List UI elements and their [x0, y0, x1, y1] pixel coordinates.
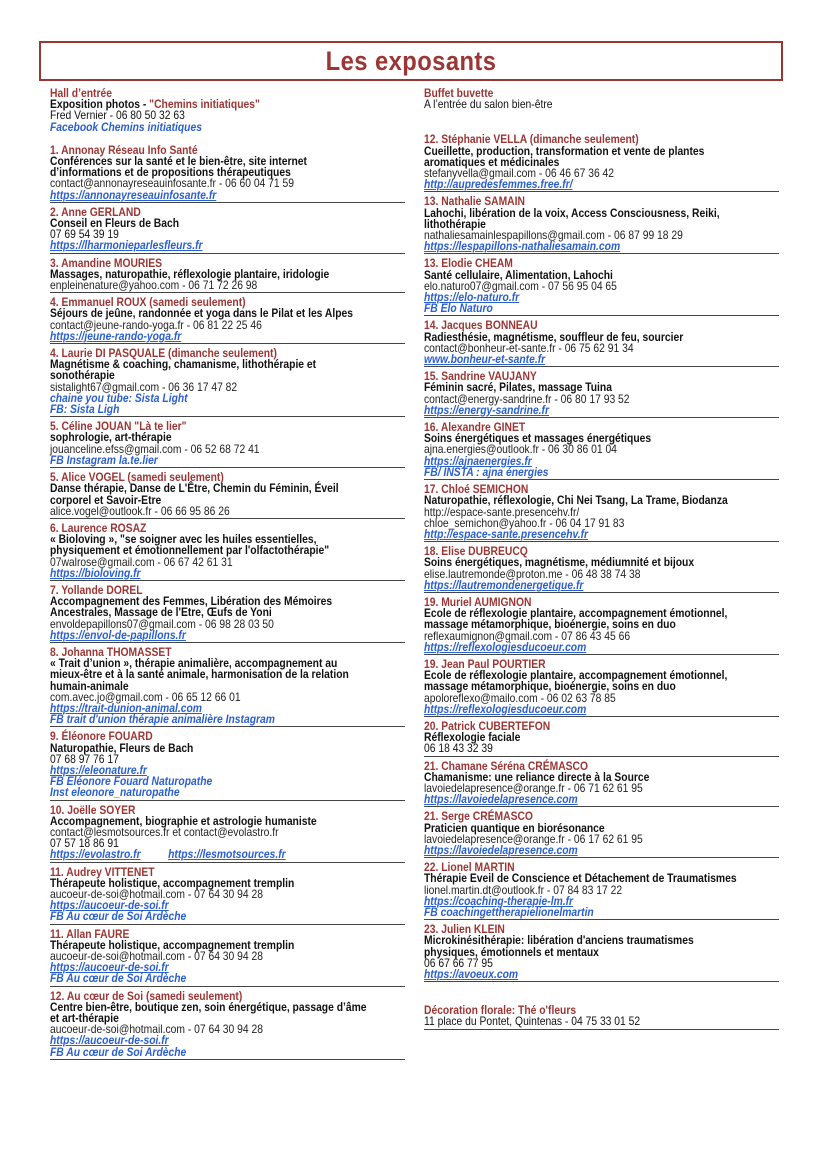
page-title: Les exposants: [325, 45, 497, 76]
website-link[interactable]: https://lavoiedelapresence.com: [424, 842, 578, 857]
exhibitor-name: 10. Joëlle SOYER: [50, 802, 136, 817]
exhibitor-name: 11. Audrey VITTENET: [50, 864, 155, 879]
exhibitor-entry: [424, 811, 779, 858]
exhibitor-name: 17. Chloé SEMICHON: [424, 482, 529, 497]
exhibitor-entry: [424, 258, 779, 316]
social-link[interactable]: chaine you tube: Sista Light: [50, 390, 188, 405]
website-link[interactable]: https://aucoeur-de-soi.fr: [50, 1033, 169, 1048]
exhibitor-description: Thérapie Eveil de Conscience et Détachement de Traumatismes: [424, 871, 737, 886]
info-line: A l’entrée du salon bien-être: [424, 97, 553, 112]
contact-line: aucoeur-de-soi@hotmail.com - 07 64 30 94 28: [50, 949, 263, 964]
exhibitor-description: d’informations et de propositions thérapeutiques: [50, 165, 291, 180]
contact-line: jouanceline.efss@gmail.com - 06 52 68 72 41: [50, 441, 260, 456]
website-link[interactable]: https://reflexologiesducoeur.com: [424, 639, 587, 654]
exhibitor-entry: [50, 348, 405, 417]
exhibitor-entry: [50, 472, 405, 519]
contact-line: elo.naturo07@gmail.com - 07 56 95 04 65: [424, 278, 617, 293]
contact-line: contact@lesmotsources.fr et contact@evolastro.fr: [50, 824, 279, 839]
exhibitor-description: Centre bien-être, boutique zen, soin énergétique, passage d’âme: [50, 999, 367, 1014]
exhibitor-name: 20. Patrick CUBERTEFON: [424, 718, 551, 733]
website-link[interactable]: https://lautremondenergetique.fr: [424, 577, 584, 592]
exhibitor-description: « Trait d’union », thérapie animalière, accompagnement au: [50, 656, 338, 671]
exhibitor-description: physiquement et émotionnellement par l'olfactothérapie": [50, 543, 330, 558]
exhibitor-entry: [424, 484, 779, 542]
exhibitor-entry: [424, 196, 779, 254]
exhibitor-entry: [424, 134, 779, 192]
exhibitor-description: Ecole de réflexologie plantaire, accompagnement émotionnel,: [424, 606, 728, 621]
exhibitor-entry: [50, 421, 405, 468]
exhibitor-entry: [50, 988, 405, 1060]
exhibitor-entry: [424, 924, 779, 982]
social-link[interactable]: FB Elo Naturo: [424, 301, 493, 316]
contact-line: elise.lautremonde@proton.me - 06 48 38 74 38: [424, 566, 641, 581]
exhibitor-description: et art-thérapie: [50, 1011, 119, 1026]
contact-line: envoldepapillons07@gmail.com - 06 98 28 03 50: [50, 616, 274, 631]
exhibitor-name: 23. Julien KLEIN: [424, 922, 505, 937]
website-link[interactable]: https://envol-de-papillons.fr: [50, 627, 186, 642]
exhibitor-name: 8. Johanna THOMASSET: [50, 644, 172, 659]
social-link[interactable]: FB/ INSTA : ajna énergies: [424, 464, 549, 479]
exhibitor-name: 11. Allan FAURE: [50, 926, 130, 941]
website-link[interactable]: https://jeune-rando-yoga.fr: [50, 328, 182, 343]
exhibitor-name: 12. Au cœur de Soi (samedi seulement): [50, 988, 243, 1003]
exhibitor-description: Cueillette, production, transformation et vente de plantes: [424, 143, 705, 158]
exhibitor-description: massage métamorphique, bioénergie, soins en duo: [424, 617, 676, 632]
social-link[interactable]: FB Eléonore Fouard Naturopathe: [50, 774, 213, 789]
website-link[interactable]: https://energy-sandrine.fr: [424, 402, 550, 417]
exhibitor-name: 4. Emmanuel ROUX (samedi seulement): [50, 295, 246, 310]
exhibitor-name: 15. Sandrine VAUJANY: [424, 369, 537, 384]
exhibition-title: "Chemins initiatiques": [149, 97, 260, 112]
contact-line: lionel.martin.dt@outlook.fr - 07 84 83 17 22: [424, 882, 623, 897]
exhibitor-description: Accompagnement, biographie et astrologie humaniste: [50, 813, 317, 828]
contact-line: aucoeur-de-soi@hotmail.com - 07 64 30 94 28: [50, 887, 263, 901]
exhibitor-entry: [50, 926, 405, 987]
info-line: Fred Vernier - 06 80 50 32 63: [50, 108, 185, 123]
social-link[interactable]: FB: Sista Ligh: [50, 402, 120, 417]
exhibitor-description: massage métamorphique, bioénergie, soins en duo: [424, 679, 676, 694]
exhibitor-description: Radiesthésie, magnétisme, souffleur de feu, sourcier: [424, 329, 684, 344]
exhibitor-description: Thérapeute holistique, accompagnement tremplin: [50, 875, 295, 890]
website-link[interactable]: https://lavoiedelapresence.com: [424, 792, 578, 807]
exhibitor-description: Ancestrales, Massage de l'Etre, Œufs de Yoni: [50, 605, 272, 620]
exhibitor-name: 18. Elise DUBREUCQ: [424, 544, 528, 559]
website-link[interactable]: https://reflexologiesducoeur.com: [424, 701, 587, 716]
exhibitor-name: 6. Laurence ROSAZ: [50, 520, 147, 535]
exhibitor-description: Santé cellulaire, Alimentation, Lahochi: [424, 267, 613, 282]
exhibitor-description: physiques, émotionnels et mentaux: [424, 944, 599, 959]
exhibitor-description: aromatiques et médicinales: [424, 154, 560, 169]
website-link[interactable]: https://evolastro.fr https://lesmotsources.fr: [50, 847, 286, 862]
exhibitor-entry: [424, 546, 779, 593]
exhibitor-entry: [424, 422, 779, 480]
contact-line: stefanyvella@gmail.com - 06 46 67 36 42: [424, 166, 615, 181]
exhibitor-entry: [424, 758, 779, 808]
exhibitor-entry: [424, 718, 779, 757]
website-link[interactable]: https://coaching-therapie-lm.fr: [424, 893, 574, 908]
exhibitor-name: 9. Éléonore FOUARD: [50, 729, 153, 744]
website-link[interactable]: www.bonheur-et-sante.fr: [424, 352, 546, 367]
contact-line: http://espace-sante.presencehv.fr/: [424, 504, 580, 519]
exhibitor-description: Conseil en Fleurs de Bach: [50, 216, 180, 231]
exhibitor-entry: [424, 371, 779, 418]
website-link[interactable]: https://trait-dunion-animal.com: [50, 700, 202, 715]
exhibitor-name: Hall d’entrée: [50, 86, 112, 100]
exhibitor-description: Chamanisme: une reliance directe à la Source: [424, 769, 650, 784]
exhibitor-description: Soins énergétiques, magnétisme, médiumnité et bijoux: [424, 555, 695, 570]
exhibitor-name: 5. Céline JOUAN "Là te lier": [50, 419, 187, 434]
exhibitor-name: 19. Jean Paul POURTIER: [424, 656, 546, 671]
exhibitor-description: Lahochi, libération de la voix, Access Consciousness, Reiki,: [424, 205, 720, 220]
social-link[interactable]: FB trait d'union thérapie animalière Instagram: [50, 712, 275, 727]
exhibitor-name: 2. Anne GERLAND: [50, 204, 141, 219]
exhibitor-name: Buffet buvette: [424, 86, 494, 100]
exhibitor-entry: [424, 862, 779, 920]
exhibitor-description: Réflexologie faciale: [424, 730, 521, 745]
contact-line: sistalight67@gmail.com - 06 36 17 47 82: [50, 379, 238, 394]
info-line: 07 68 97 76 17: [50, 751, 119, 766]
title-box: [39, 41, 783, 81]
exhibitor-name: 16. Alexandre GINET: [424, 420, 526, 435]
exhibitor-entry: [50, 731, 405, 800]
exhibitor-entry: [50, 297, 405, 344]
social-link[interactable]: FB Au cœur de Soi Ardèche: [50, 1044, 187, 1059]
social-link[interactable]: FB Au cœur de Soi Ardèche: [50, 909, 187, 924]
website-link[interactable]: http://aupredesfemmes.free.fr/: [424, 177, 573, 192]
website-link[interactable]: https://bioloving.fr: [50, 565, 141, 580]
website-link[interactable]: https://aucoeur-de-soi.fr: [50, 898, 169, 913]
exhibitor-entry: [50, 142, 405, 203]
contact-line: lavoiedelapresence@orange.fr - 06 71 62 61 95: [424, 780, 643, 795]
exhibitor-description: humain-animale: [50, 678, 129, 693]
contact-line: contact@annonayreseauinfosante.fr - 06 60 04 71 59: [50, 176, 294, 191]
exhibitor-entry: [50, 204, 405, 254]
contact-line: lavoiedelapresence@orange.fr - 06 17 62 61 95: [424, 831, 643, 846]
social-link[interactable]: Inst eleonore_naturopathe: [50, 785, 180, 800]
exhibitor-name: 14. Jacques BONNEAU: [424, 318, 538, 333]
exhibitor-entry: [424, 656, 779, 717]
exhibitor-description: Massages, naturopathie, réflexologie plantaire, iridologie: [50, 266, 330, 281]
social-link[interactable]: FB Au cœur de Soi Ardèche: [50, 971, 187, 986]
exhibitor-description: Thérapeute holistique, accompagnement tremplin: [50, 937, 295, 952]
contact-line: contact@bonheur-et-sante.fr - 06 75 62 91 34: [424, 340, 634, 355]
exhibitor-entry: [424, 320, 779, 367]
website-link[interactable]: http://espace-sante.presencehv.fr: [424, 526, 589, 541]
exhibitor-description: Magnétisme & coaching, chamanisme, lithothérapie et: [50, 357, 317, 372]
exhibitor-entry: [50, 644, 405, 727]
exhibitor-description: sophrologie, art-thérapie: [50, 430, 172, 445]
exhibitor-entry: [50, 255, 405, 294]
contact-line: apoloreflexo@mailo.com - 06 02 63 78 85: [424, 690, 616, 705]
exhibitor-entry: [424, 594, 779, 655]
exhibitor-description: mieux-être et à la santé animale, harmonisation de la relation: [50, 667, 349, 682]
website-link[interactable]: https://avoeux.com: [424, 967, 519, 982]
contact-line: alice.vogel@outlook.fr - 06 66 95 86 26: [50, 503, 230, 518]
exhibitor-entry: [50, 864, 405, 925]
contact-line: contact@energy-sandrine.fr - 06 80 17 93 52: [424, 391, 630, 406]
info-line: 06 18 43 32 39: [424, 741, 493, 756]
website-link[interactable]: https://annonayreseauinfosante.fr: [50, 187, 217, 202]
exhibitor-description: Microkinésithérapie: libération d'anciens traumatismes: [424, 933, 694, 948]
social-link[interactable]: FB coachingettherapielionelmartin: [424, 905, 594, 919]
contact-line: ajna.energies@outlook.fr - 06 30 86 01 04: [424, 442, 617, 457]
exhibitor-description: corporel et Savoir-Etre: [50, 492, 162, 507]
website-link[interactable]: https://ajnaenergies.fr: [424, 453, 532, 468]
exhibitor-name: 22. Lionel MARTIN: [424, 860, 515, 875]
exhibitor-entry: [424, 88, 779, 111]
exhibitor-description: Praticien quantique en biorésonance: [424, 820, 605, 835]
exhibitor-description: Conférences sur la santé et le bien-être, site internet: [50, 154, 307, 169]
exhibitor-name: 13. Nathalie SAMAIN: [424, 194, 525, 209]
left-column: [50, 88, 405, 1064]
info-line: 06 67 66 77 95: [424, 955, 493, 970]
website-link[interactable]: https://lesmotsources.fr: [168, 847, 286, 862]
exhibitor-name: 7. Yollande DOREL: [50, 582, 143, 597]
contact-line: nathaliesamainlespapillons@gmail.com - 06 87 99 18 29: [424, 228, 683, 243]
social-link[interactable]: FB Instagram la.te.lier: [50, 452, 158, 467]
exhibitor-description: Soins énergétiques et massages énergétiques: [424, 431, 652, 446]
website-link[interactable]: https://eleonature.fr: [50, 762, 147, 777]
exhibitor-name: 19. Muriel AUMIGNON: [424, 594, 532, 609]
exhibitor-entry: [50, 520, 405, 581]
exhibitor-description: Séjours de jeûne, randonnée et yoga dans le Pilat et les Alpes: [50, 306, 354, 321]
contact-line: 07walrose@gmail.com - 06 67 42 61 31: [50, 554, 233, 569]
contact-line: aucoeur-de-soi@hotmail.com - 07 64 30 94 28: [50, 1022, 263, 1037]
exhibitor-entry: [50, 802, 405, 863]
exhibitor-entry: [50, 582, 405, 643]
exhibitor-description: sonothérapie: [50, 368, 115, 383]
exhibitor-description: Ecole de réflexologie plantaire, accompagnement émotionnel,: [424, 668, 728, 683]
website-link[interactable]: https://aucoeur-de-soi.fr: [50, 960, 169, 975]
website-link[interactable]: https://elo-naturo.fr: [424, 290, 520, 305]
exhibitor-description: Accompagnement des Femmes, Libération des Mémoires: [50, 594, 333, 609]
exhibitor-name: Décoration florale: Thé o'fleurs: [424, 1003, 577, 1018]
exhibitor-description: Exposition photos - "Chemins initiatiques": [50, 97, 260, 112]
social-link[interactable]: Facebook Chemins initiatiques: [50, 119, 202, 134]
info-line: 07 69 54 39 19: [50, 227, 119, 242]
exhibitor-entry: [50, 88, 405, 134]
info-line: 07 57 18 86 91: [50, 836, 119, 851]
exhibitor-description: « Bioloving », "se soigner avec les huiles essentielles,: [50, 532, 317, 547]
exhibitor-entry: [424, 1005, 779, 1029]
exhibitor-description: Naturopathie, Fleurs de Bach: [50, 740, 194, 755]
exhibitor-description: Féminin sacré, Pilates, massage Tuina: [424, 380, 612, 395]
exhibitor-description: Danse thérapie, Danse de L'Être, Chemin du Féminin, Éveil: [50, 481, 339, 496]
contact-line: com.avec.jo@gmail.com - 06 65 12 66 01: [50, 689, 241, 704]
exhibitor-description: lithothérapie: [424, 216, 486, 231]
contact-line: chloe_semichon@yahoo.fr - 06 04 17 91 83: [424, 515, 625, 530]
contact-line: contact@jeune-rando-yoga.fr - 06 81 22 25 46: [50, 317, 262, 332]
exhibitor-name: 1. Annonay Réseau Info Santé: [50, 142, 198, 157]
exhibitor-name: 21. Serge CRÉMASCO: [424, 809, 533, 824]
contact-line: reflexaumignon@gmail.com - 07 86 43 45 66: [424, 628, 631, 643]
exhibitor-description: Naturopathie, réflexologie, Chi Nei Tsang, La Trame, Biodanza: [424, 493, 728, 508]
info-line: 11 place du Pontet, Quintenas - 04 75 33 01 52: [424, 1014, 641, 1029]
contact-line: enpleinenature@yahoo.com - 06 71 72 26 98: [50, 278, 258, 293]
exhibitor-name: 21. Chamane Séréna CRÉMASCO: [424, 758, 589, 773]
exhibitor-name: 12. Stéphanie VELLA (dimanche seulement): [424, 132, 639, 147]
website-link[interactable]: https://lharmonieparlesfleurs.fr: [50, 238, 203, 253]
exhibitor-name: 4. Laurie DI PASQUALE (dimanche seulement): [50, 346, 277, 361]
exhibitor-name: 3. Amandine MOURIES: [50, 255, 163, 270]
exhibitor-name: 13. Elodie CHEAM: [424, 256, 513, 271]
website-link[interactable]: https://lespapillons-nathaliesamain.com: [424, 239, 621, 254]
exhibitor-name: 5. Alice VOGEL (samedi seulement): [50, 470, 224, 485]
right-column: [424, 88, 779, 1034]
